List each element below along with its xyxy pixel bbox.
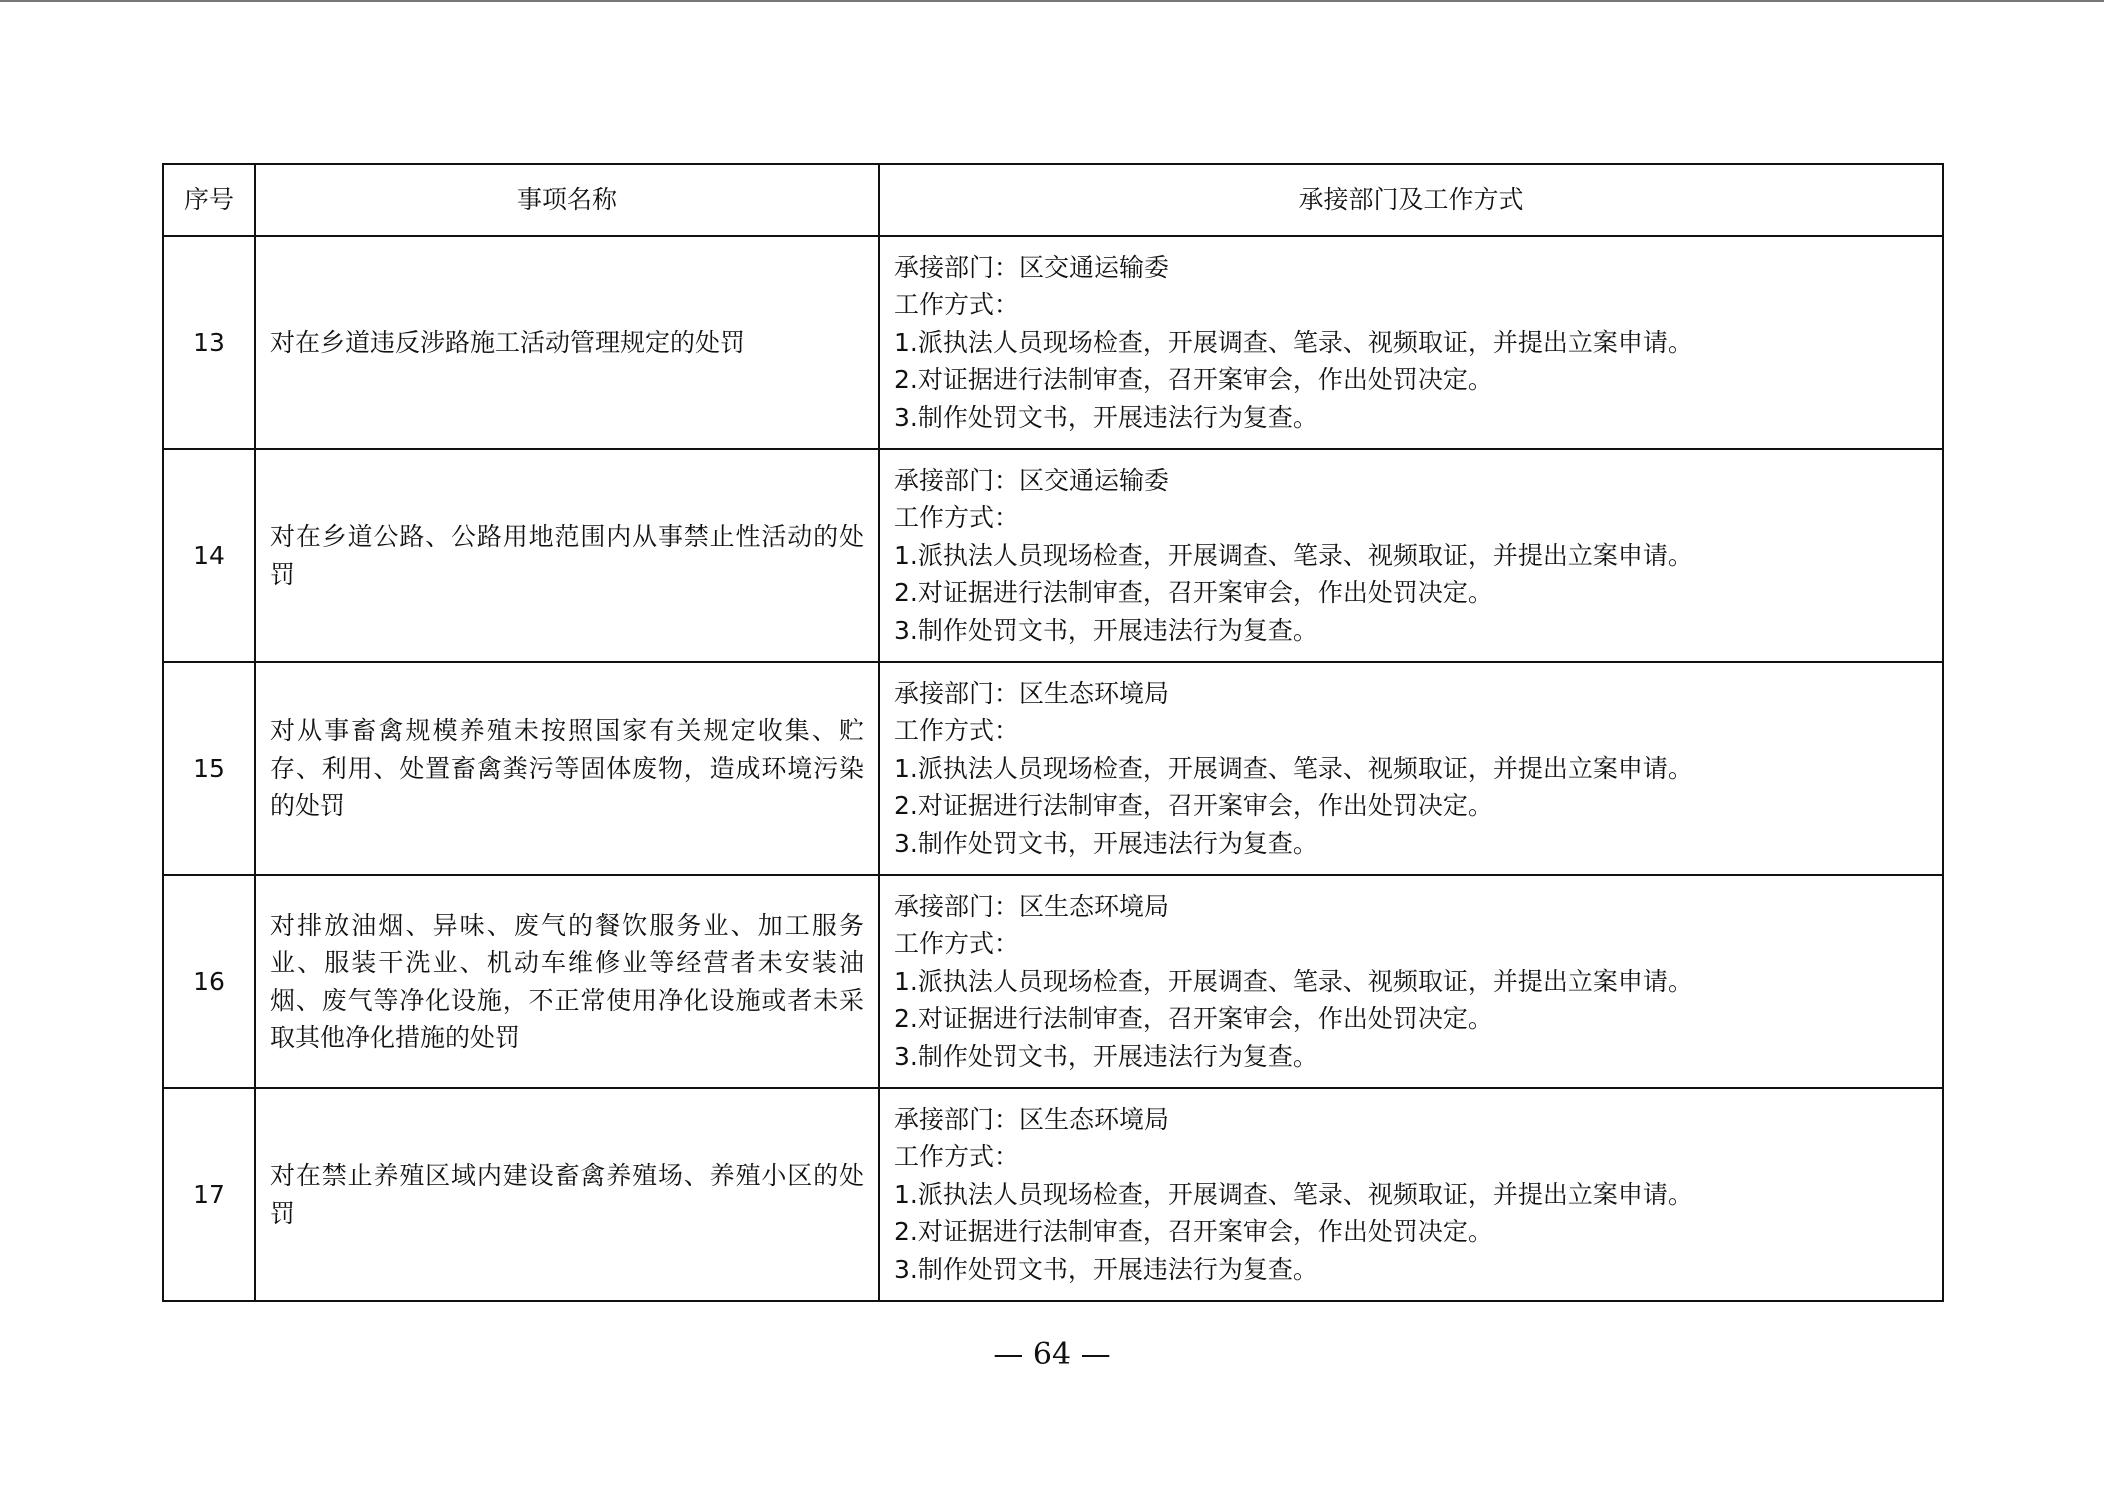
row-dept-method <box>879 1088 1943 1301</box>
header-item-name: 事项名称 <box>255 164 879 236</box>
header-dept-method: 承接部门及工作方式 <box>879 164 1943 236</box>
method-step: 2.对证据进行法制审查，召开案审会，作出处罚决定。 <box>894 1004 1493 1034</box>
dept-label: 承接部门：区交通运输委 <box>894 252 1170 282</box>
method-step: 1.派执法人员现场检查，开展调查、笔录、视频取证，并提出立案申请。 <box>894 1179 1693 1209</box>
row-dept-method <box>879 875 1943 1088</box>
row-item-name: 对在乡道违反涉路施工活动管理规定的处罚 <box>255 236 879 449</box>
method-step: 3.制作处罚文书，开展违法行为复查。 <box>894 1041 1318 1071</box>
method-step: 1.派执法人员现场检查，开展调查、笔录、视频取证，并提出立案申请。 <box>894 327 1693 357</box>
dept-label: 承接部门：区生态环境局 <box>894 1104 1170 1134</box>
dept-label: 承接部门：区交通运输委 <box>894 465 1170 495</box>
method-step: 3.制作处罚文书，开展违法行为复查。 <box>894 1254 1318 1284</box>
method-step: 3.制作处罚文书，开展违法行为复查。 <box>894 828 1318 858</box>
row-seq: 16 <box>163 875 255 1088</box>
method-step: 2.对证据进行法制审查，召开案审会，作出处罚决定。 <box>894 578 1493 608</box>
row-seq: 17 <box>163 1088 255 1301</box>
method-label: 工作方式： <box>894 290 1020 320</box>
row-item-name: 对在乡道公路、公路用地范围内从事禁止性活动的处罚 <box>255 449 879 662</box>
top-border-line <box>0 0 2104 2</box>
method-step: 3.制作处罚文书，开展违法行为复查。 <box>894 615 1318 645</box>
method-step: 1.派执法人员现场检查，开展调查、笔录、视频取证，并提出立案申请。 <box>894 753 1693 783</box>
table-row <box>163 1088 1943 1301</box>
dept-label: 承接部门：区生态环境局 <box>894 891 1170 921</box>
row-dept-method <box>879 236 1943 449</box>
row-seq: 14 <box>163 449 255 662</box>
row-item-name: 对从事畜禽规模养殖未按照国家有关规定收集、贮存、利用、处置畜禽粪污等固体废物，造成环境污染的处罚 <box>255 662 879 875</box>
method-step: 2.对证据进行法制审查，召开案审会，作出处罚决定。 <box>894 791 1493 821</box>
method-step: 2.对证据进行法制审查，召开案审会，作出处罚决定。 <box>894 365 1493 395</box>
table-header-row <box>163 164 1943 236</box>
table-row <box>163 449 1943 662</box>
responsibility-table <box>162 163 1944 1302</box>
method-label: 工作方式： <box>894 929 1020 959</box>
row-item-name: 对排放油烟、异味、废气的餐饮服务业、加工服务业、服装干洗业、机动车维修业等经营者未安装油烟、废气等净化设施，不正常使用净化设施或者未采取其他净化措施的处罚 <box>255 875 879 1088</box>
row-dept-method <box>879 449 1943 662</box>
row-seq: 13 <box>163 236 255 449</box>
table-row <box>163 662 1943 875</box>
method-label: 工作方式： <box>894 1142 1020 1172</box>
table-row <box>163 236 1943 449</box>
row-item-name: 对在禁止养殖区域内建设畜禽养殖场、养殖小区的处罚 <box>255 1088 879 1301</box>
header-seq: 序号 <box>163 164 255 236</box>
method-step: 3.制作处罚文书，开展违法行为复查。 <box>894 402 1318 432</box>
method-label: 工作方式： <box>894 503 1020 533</box>
method-step: 2.对证据进行法制审查，召开案审会，作出处罚决定。 <box>894 1217 1493 1247</box>
method-label: 工作方式： <box>894 716 1020 746</box>
row-dept-method <box>879 662 1943 875</box>
table-row <box>163 875 1943 1088</box>
method-step: 1.派执法人员现场检查，开展调查、笔录、视频取证，并提出立案申请。 <box>894 966 1693 996</box>
method-step: 1.派执法人员现场检查，开展调查、笔录、视频取证，并提出立案申请。 <box>894 540 1693 570</box>
row-seq: 15 <box>163 662 255 875</box>
dept-label: 承接部门：区生态环境局 <box>894 678 1170 708</box>
page-number: — 64 — <box>993 1337 1111 1372</box>
